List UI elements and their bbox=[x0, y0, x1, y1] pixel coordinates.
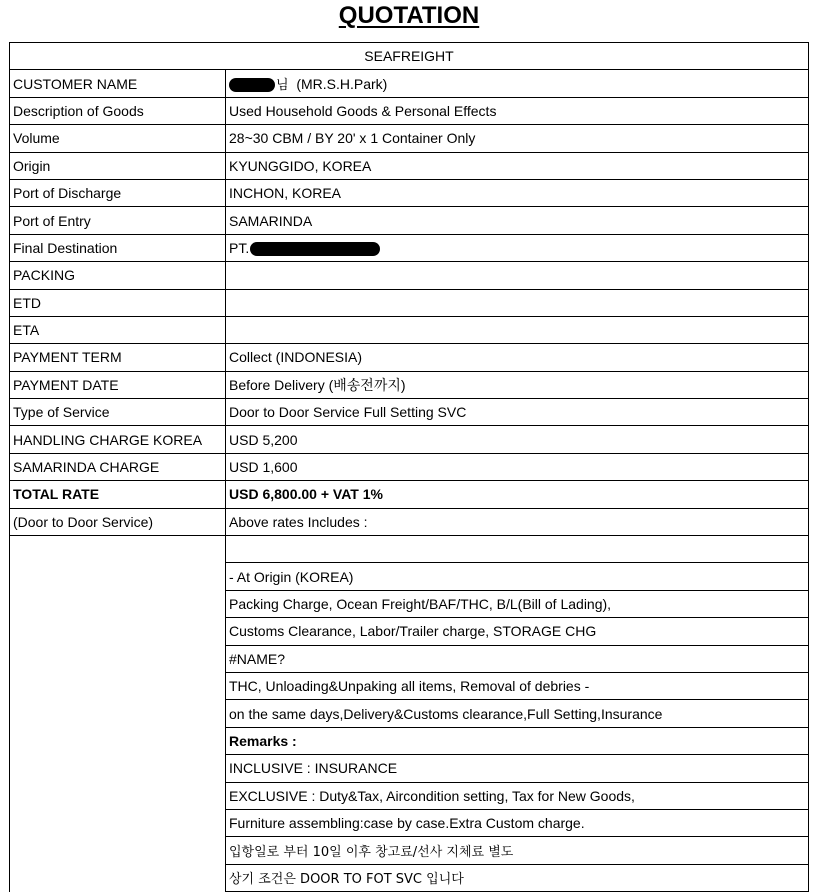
row-label: CUSTOMER NAME bbox=[10, 70, 226, 97]
document-title: QUOTATION bbox=[338, 2, 480, 29]
detail-line: 상기 조건은 DOOR TO FOT SVC 입니다 bbox=[226, 864, 809, 891]
table-row bbox=[10, 453, 809, 480]
row-label: SAMARINDA CHARGE bbox=[10, 453, 226, 480]
row-value bbox=[226, 316, 809, 343]
row-value: Collect (INDONESIA) bbox=[226, 344, 809, 371]
honorific-suffix: 님 bbox=[276, 78, 289, 94]
detail-line: EXCLUSIVE : Duty&Tax, Aircondition setting, Tax for New Goods, bbox=[226, 782, 809, 809]
row-label: Final Destination bbox=[10, 234, 226, 261]
table-row bbox=[10, 125, 809, 152]
table-row bbox=[10, 426, 809, 453]
table-row bbox=[10, 207, 809, 234]
final-destination-cell bbox=[226, 234, 809, 261]
row-label: PAYMENT TERM bbox=[10, 344, 226, 371]
quotation-table bbox=[9, 42, 809, 892]
row-label: ETD bbox=[10, 289, 226, 316]
detail-line: on the same days,Delivery&Customs clearance,Full Setting,Insurance bbox=[226, 700, 809, 727]
row-value: SAMARINDA bbox=[226, 207, 809, 234]
detail-line: Customs Clearance, Labor/Trailer charge, STORAGE CHG bbox=[226, 618, 809, 645]
row-value: INCHON, KOREA bbox=[226, 179, 809, 206]
row-label: HANDLING CHARGE KOREA bbox=[10, 426, 226, 453]
row-value: USD 1,600 bbox=[226, 453, 809, 480]
table-row bbox=[10, 262, 809, 289]
table-row bbox=[10, 399, 809, 426]
final-destination-value: PT. bbox=[229, 239, 250, 256]
redaction-mark bbox=[229, 78, 275, 92]
row-value: Door to Door Service Full Setting SVC bbox=[226, 399, 809, 426]
row-label: PAYMENT DATE bbox=[10, 371, 226, 398]
row-value bbox=[226, 289, 809, 316]
row-value: Used Household Goods & Personal Effects bbox=[226, 97, 809, 124]
detail-line: Packing Charge, Ocean Freight/BAF/THC, B/L(Bill of Lading), bbox=[226, 590, 809, 617]
table-row bbox=[10, 152, 809, 179]
row-value: USD 5,200 bbox=[226, 426, 809, 453]
remarks-heading: Remarks : bbox=[226, 727, 809, 754]
detail-line: INCLUSIVE : INSURANCE bbox=[226, 755, 809, 782]
detail-line: 입항일로 부터 10일 이후 창고료/선사 지체료 별도 bbox=[226, 837, 809, 864]
detail-line: #NAME? bbox=[226, 645, 809, 672]
table-row bbox=[10, 97, 809, 124]
detail-line: Furniture assembling:case by case.Extra Custom charge. bbox=[226, 809, 809, 836]
customer-name-value: (MR.S.H.Park) bbox=[296, 76, 388, 93]
redaction-mark bbox=[250, 242, 380, 256]
row-label: Volume bbox=[10, 125, 226, 152]
row-value bbox=[226, 262, 809, 289]
customer-name-cell bbox=[226, 70, 809, 97]
total-rate-label: TOTAL RATE bbox=[10, 481, 226, 508]
row-label: Type of Service bbox=[10, 399, 226, 426]
row-label: Port of Discharge bbox=[10, 179, 226, 206]
table-row bbox=[10, 371, 809, 398]
row-value: 28~30 CBM / BY 20' x 1 Container Only bbox=[226, 125, 809, 152]
table-row bbox=[10, 234, 809, 261]
table-row bbox=[10, 316, 809, 343]
row-value: Before Delivery (배송전까지) bbox=[226, 371, 809, 398]
row-label: (Door to Door Service) bbox=[10, 508, 226, 535]
row-label: Description of Goods bbox=[10, 97, 226, 124]
row-label: PACKING bbox=[10, 262, 226, 289]
detail-line: THC, Unloading&Unpaking all items, Removal of debries - bbox=[226, 672, 809, 699]
total-rate-value: USD 6,800.00 + VAT 1% bbox=[226, 481, 809, 508]
table-row bbox=[10, 43, 809, 70]
row-label: Origin bbox=[10, 152, 226, 179]
row-label: ETA bbox=[10, 316, 226, 343]
table-row bbox=[10, 289, 809, 316]
table-row bbox=[10, 536, 809, 563]
row-label: Port of Entry bbox=[10, 207, 226, 234]
table-row bbox=[10, 70, 809, 97]
section-header: SEAFREIGHT bbox=[10, 43, 809, 70]
table-row bbox=[10, 481, 809, 508]
row-value: KYUNGGIDO, KOREA bbox=[226, 152, 809, 179]
table-row bbox=[10, 508, 809, 535]
table-row bbox=[10, 179, 809, 206]
table-row bbox=[10, 344, 809, 371]
detail-line bbox=[226, 536, 809, 563]
blank-left-cell bbox=[10, 536, 226, 892]
row-value: Above rates Includes : bbox=[226, 508, 809, 535]
detail-line: - At Origin (KOREA) bbox=[226, 563, 809, 590]
